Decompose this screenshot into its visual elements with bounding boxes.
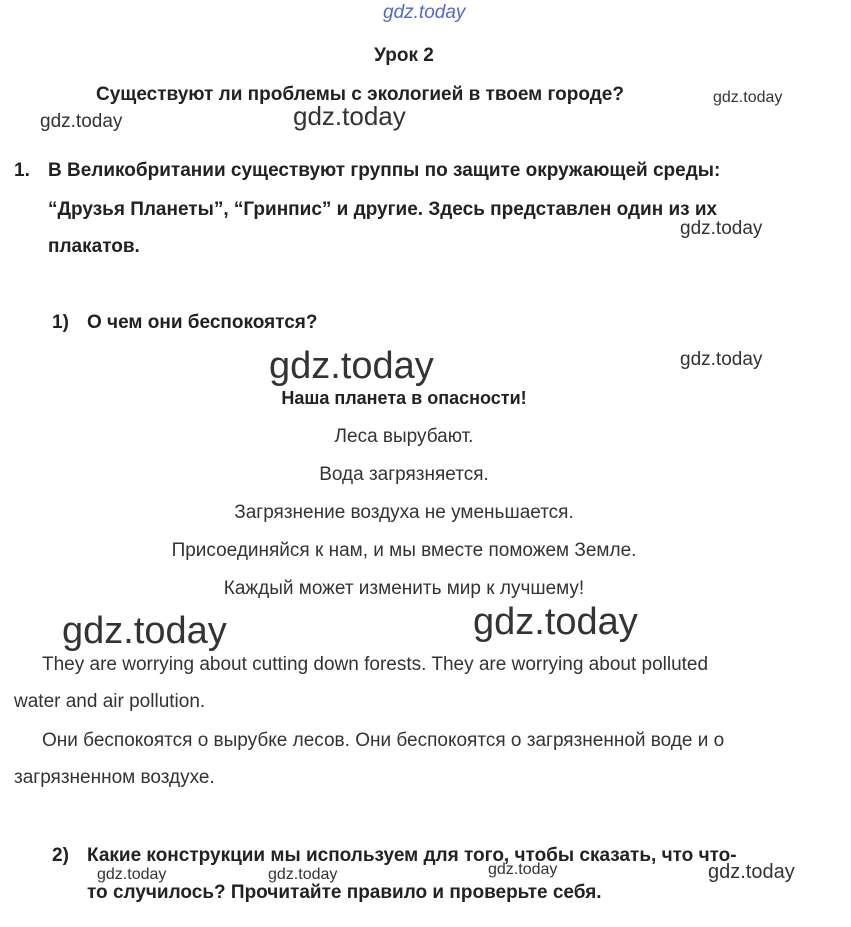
lesson-title: Урок 2 <box>374 45 434 66</box>
watermark: gdz.today <box>680 218 763 239</box>
poster-line: Загрязнение воздуха не уменьшается. <box>234 502 574 523</box>
watermark: gdz.today <box>708 861 795 883</box>
watermark: gdz.today <box>40 111 123 132</box>
poster-line: Присоединяйся к нам, и мы вместе поможем Земле. <box>171 540 637 561</box>
task-text-line-2: “Друзья Планеты”, “Гринпис” и другие. Здесь представлен один из их <box>48 199 718 220</box>
lesson-subtitle: Существуют ли проблемы с экологией в твоем городе? <box>96 84 624 105</box>
question-text: О чем они беспокоятся? <box>87 312 318 333</box>
question-number: 1) <box>52 312 69 333</box>
task-text-line-1: В Великобритании существуют группы по защите окружающей среды: <box>48 160 721 181</box>
task-text-line-3: плакатов. <box>48 236 140 257</box>
watermark: gdz.today <box>488 861 558 878</box>
watermark: gdz.today <box>269 345 434 387</box>
poster-line: Вода загрязняется. <box>319 464 489 485</box>
watermark: gdz.today <box>293 101 406 131</box>
poster-line: Каждый может изменить мир к лучшему! <box>223 578 585 599</box>
answer-english-line-1: They are worrying about cutting down forests. They are worrying about polluted <box>42 654 709 675</box>
watermark: gdz.today <box>268 866 338 883</box>
watermark: gdz.today <box>713 89 783 106</box>
watermark: gdz.today <box>473 601 638 643</box>
watermark: gdz.today <box>62 610 227 652</box>
watermark: gdz.today <box>97 866 167 883</box>
answer-russian-line-2: загрязненном воздухе. <box>14 767 215 788</box>
answer-russian-line-1: Они беспокоятся о вырубке лесов. Они беспокоятся о загрязненной воде и о <box>42 730 725 751</box>
site-logo[interactable]: gdz.today <box>383 2 466 23</box>
question-text-line-1: Какие конструкции мы используем для того, чтобы сказать, что что- <box>87 845 737 866</box>
task-number: 1. <box>14 160 30 181</box>
poster-title: Наша планета в опасности! <box>281 388 527 408</box>
poster-line: Леса вырубают. <box>334 426 474 447</box>
answer-english-line-2: water and air pollution. <box>14 691 206 712</box>
question-number: 2) <box>52 845 69 866</box>
question-text-line-2: то случилось? Прочитайте правило и проверьте себя. <box>87 882 602 903</box>
watermark: gdz.today <box>680 349 763 370</box>
